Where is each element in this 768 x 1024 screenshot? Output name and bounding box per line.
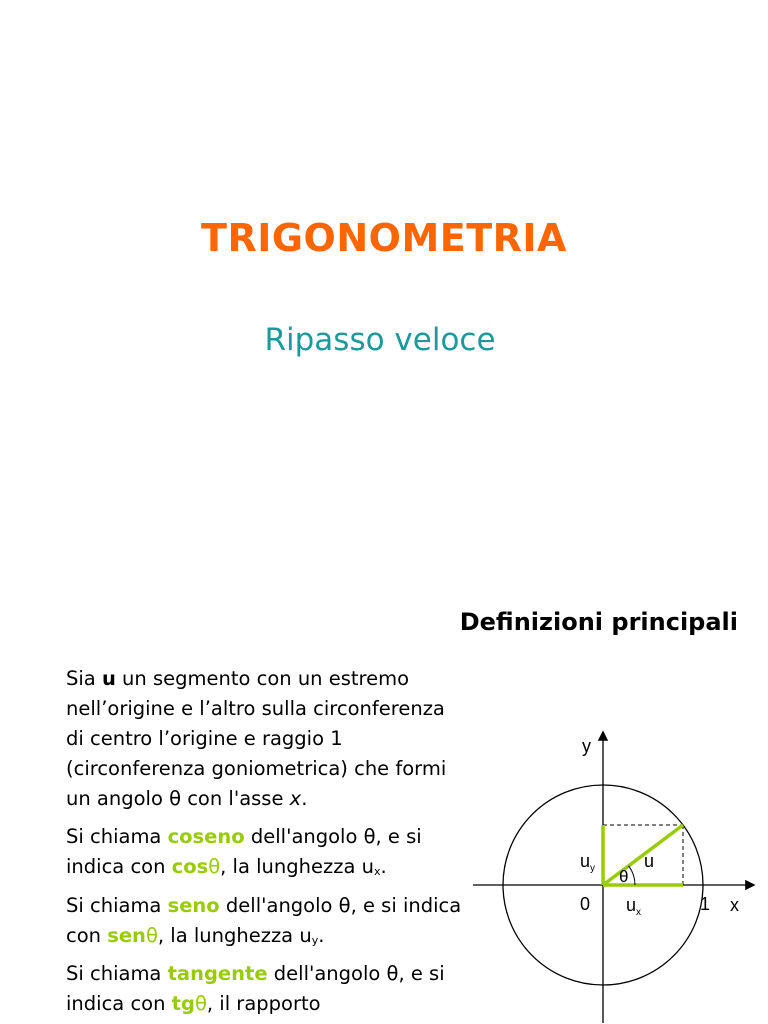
keyword-tangente: tangente xyxy=(167,962,268,985)
u-label: u xyxy=(644,851,655,871)
unit-circle-diagram xyxy=(468,725,768,1024)
section-heading: Definizioni principali xyxy=(459,608,738,636)
y-axis-label: y xyxy=(582,736,591,756)
theta-label: θ xyxy=(619,867,629,886)
segment-u xyxy=(603,825,683,885)
paragraph-seno: Si chiama seno dell'angolo θ, e si indica con senθ, la lunghezza uy. xyxy=(66,894,462,947)
uy-label: $u_y$ xyxy=(580,851,596,874)
angle-arc xyxy=(629,866,635,885)
origin-label: 0 xyxy=(580,894,591,914)
paragraph-tangente: Si chiama tangente dell'angolo θ, e si indica con tgθ, il rapporto xyxy=(66,962,445,1015)
one-label: 1 xyxy=(700,894,711,914)
page-subtitle: Ripasso veloce xyxy=(264,322,496,358)
keyword-coseno: coseno xyxy=(167,825,245,848)
keyword-seno: seno xyxy=(167,894,220,917)
x-axis-label: x xyxy=(730,895,739,915)
paragraph-definition-u: Sia u un segmento con un estremo nell’origine e l’altro sulla circonferenza di centro l’origine e raggio 1 (circonferenza goniometrica) che formi un angolo θ con l'asse x. xyxy=(66,667,447,810)
ux-label: $u_x$ xyxy=(626,895,642,918)
page-title: TRIGONOMETRIA xyxy=(201,216,567,260)
paragraph-coseno: Si chiama coseno dell'angolo θ, e si indica con cosθ, la lunghezza ux. xyxy=(66,825,422,878)
